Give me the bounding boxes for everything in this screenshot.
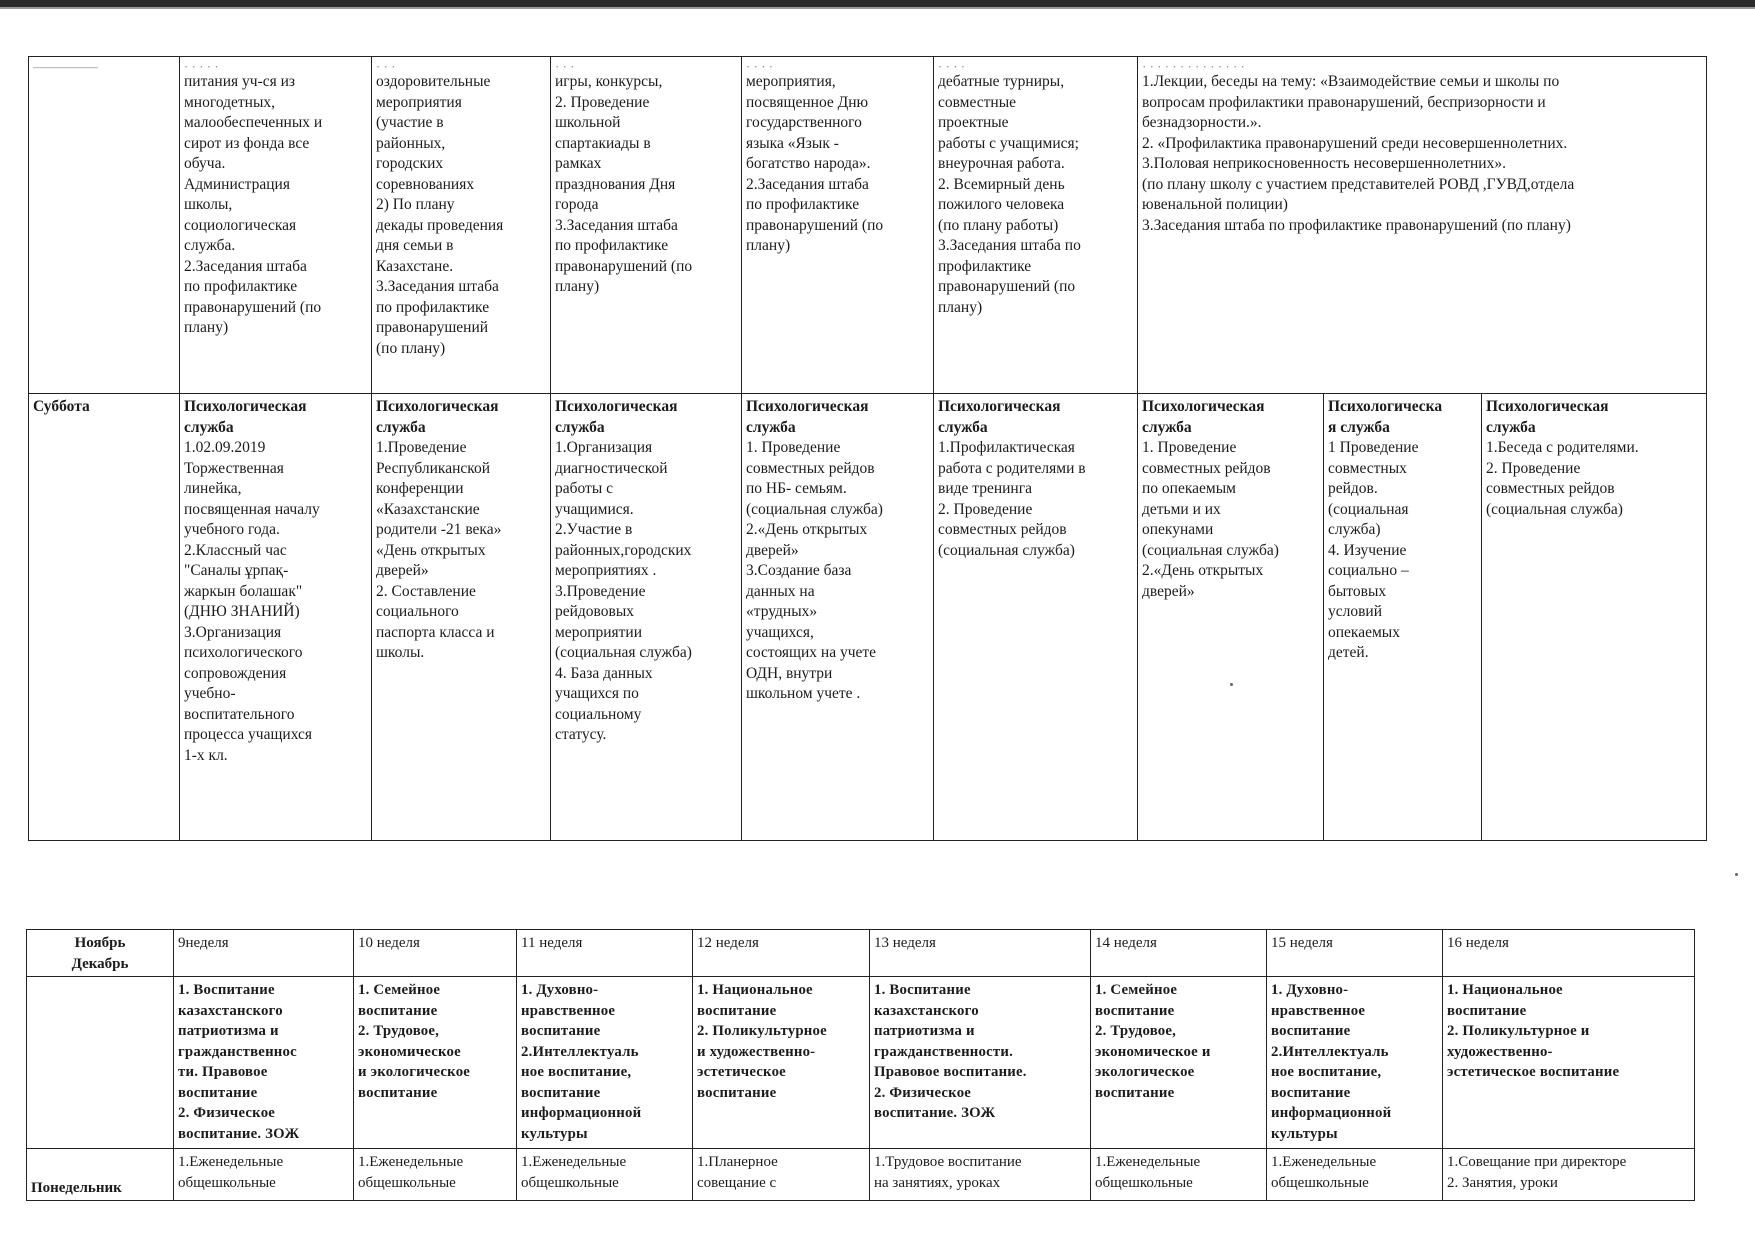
week-header: 14 неделя <box>1091 930 1267 977</box>
theme-cell: 1. Духовно- нравственное воспитание 2.Интеллектуаль ное воспитание, воспитание информационной культуры <box>1267 977 1443 1149</box>
plan-cell: 1.Еженедельные общешкольные <box>1267 1149 1443 1201</box>
cut-text: · · · · <box>746 60 774 72</box>
cut-text: ————— <box>33 60 98 72</box>
week-header: 13 неделя <box>870 930 1091 977</box>
theme-cell: 1. Национальное воспитание 2. Поликультурное и художественно- эстетическое воспитание <box>1443 977 1695 1149</box>
cell-title: Психологическая служба <box>938 398 1061 436</box>
plan-cell <box>180 394 372 841</box>
table-row-saturday <box>29 394 1707 841</box>
theme-cell: 1. Воспитание казахстанского патриотизма и гражданственности. Правовое воспитание. 2. Физическое воспитание. ЗОЖ <box>870 977 1091 1149</box>
scan-speck <box>1230 683 1233 686</box>
plan-cell <box>551 57 742 394</box>
cut-text: · · · <box>376 60 396 72</box>
day-label-monday: Понедельник <box>27 1149 174 1201</box>
cell-text: 1. Проведение совместных рейдов по опекаемым детьми и их опекунами (социальная служба) 2.«День открытых дверей» <box>1142 439 1279 600</box>
plan-cell: 1.Еженедельные общешкольные <box>517 1149 693 1201</box>
plan-cell <box>372 57 551 394</box>
cell-text: оздоровительные мероприятия (участие в районных, городских соревнованиях 2) По плану декады проведения дня семьи в Казахстане. 3.Заседания штаба по профилактике правонарушений (по плану) <box>376 73 504 357</box>
scan-speck <box>1735 873 1738 876</box>
schedule-table-lower <box>26 929 1695 1201</box>
plan-cell <box>551 394 742 841</box>
cell-title: Психологическа я служба <box>1328 398 1443 436</box>
cell-text: 1. Проведение совместных рейдов по НБ- семьям. (социальная служба) 2.«День открытых дверей» 3.Создание база данных на «трудных» учащихся, состоящих на учете ОДН, внутри школьном учете . <box>746 439 883 702</box>
cell-text: мероприятия, посвященное Дню государственного языка «Язык - богатство народа». 2.Заседания штаба по профилактике правонарушений (по плану) <box>746 73 884 254</box>
cell-title: Психологическая служба <box>746 398 869 436</box>
themes-row-label <box>27 977 174 1149</box>
plan-cell <box>1324 394 1482 841</box>
cell-text: 1.Лекции, беседы на тему: «Взаимодействие семьи и школы по вопросам профилактики правонарушений, беспризорности и безнадзорности.». 2. «Профилактика правонарушений среди несовершеннолетних. 3.Половая неприкосновенность несовершеннолетних». (по плану школу с участием представителей РОВД ,ГУВД,отдела ювенальной полиции) 3.Заседания штаба по профилактике правонарушений (по плану) <box>1142 73 1575 234</box>
cell-title: Психологическая служба <box>376 398 499 436</box>
cell-text: игры, конкурсы, 2. Проведение школьной спартакиады в рамках празднования Дня города 3.Заседания штаба по профилактике правонарушений (по плану) <box>555 73 693 295</box>
themes-row <box>27 977 1695 1149</box>
week-header: 15 неделя <box>1267 930 1443 977</box>
plan-cell <box>934 57 1138 394</box>
plan-cell <box>372 394 551 841</box>
plan-cell: 1.Еженедельные общешкольные <box>174 1149 354 1201</box>
plan-cell: 1.Еженедельные общешкольные <box>1091 1149 1267 1201</box>
plan-cell: 1.Еженедельные общешкольные <box>354 1149 517 1201</box>
plan-cell <box>1482 394 1707 841</box>
plan-cell: 1.Трудовое воспитание на занятиях, уроках <box>870 1149 1091 1201</box>
plan-cell <box>742 57 934 394</box>
plan-cell <box>742 394 934 841</box>
plan-cell <box>180 57 372 394</box>
table-row-continued <box>29 57 1707 394</box>
week-header: 16 неделя <box>1443 930 1695 977</box>
week-header: 11 неделя <box>517 930 693 977</box>
cell-text: 1.02.09.2019 Торжественная линейка, посвященная началу учебного года. 2.Классный час "Саналы ұрпақ- жаркын болашак" (ДНЮ ЗНАНИЙ) 3.Организация психологического сопровождения учебно- воспитательного процесса учащихся 1-х кл. <box>184 439 320 764</box>
cell-text: дебатные турниры, совместные проектные работы с учащимися; внеурочная работа. 2. Всемирный день пожилого человека (по плану работы) 3.Заседания штаба по профилактике правонарушений (по плану) <box>938 73 1081 316</box>
cell-title: Психологическая служба <box>1142 398 1265 436</box>
week-header: 10 неделя <box>354 930 517 977</box>
plan-cell: 1.Совещание при директоре 2. Занятия, уроки <box>1443 1149 1695 1201</box>
week-header: 9неделя <box>174 930 354 977</box>
plan-cell <box>1138 394 1324 841</box>
plan-cell: 1.Планерное совещание с <box>693 1149 870 1201</box>
cell-title: Психологическая служба <box>1486 398 1609 436</box>
table-header-row <box>27 930 1695 977</box>
cell-text: 1.Организация диагностической работы с учащимися. 2.Участие в районных,городских мероприятиях . 3.Проведение рейдововых мероприятии (социальная служба) 4. База данных учащихся по социальному статусу. <box>555 439 692 743</box>
cell-text: 1 Проведение совместных рейдов. (социальная служба) 4. Изучение социально – бытовых условий опекаемых детей. <box>1328 439 1419 661</box>
day-label-saturday: Суббота <box>29 394 180 841</box>
months-label: Ноябрь Декабрь <box>27 930 174 977</box>
theme-cell: 1. Семейное воспитание 2. Трудовое, экономическое и экологическое воспитание <box>1091 977 1267 1149</box>
cell-title: Психологическая служба <box>184 398 307 436</box>
week-header: 12 неделя <box>693 930 870 977</box>
cut-text: · · · · <box>938 60 966 72</box>
scan-edge-top <box>0 0 1755 7</box>
cut-text: · · · · · <box>184 60 219 72</box>
day-cell-previous <box>29 57 180 394</box>
theme-cell: 1. Духовно- нравственное воспитание 2.Интеллектуаль ное воспитание, воспитание информационной культуры <box>517 977 693 1149</box>
cell-text: 1.Проведение Республиканской конференции «Казахстанские родители -21 века» «День открытых дверей» 2. Составление социального паспорта класса и школы. <box>376 439 502 661</box>
theme-cell: 1. Семейное воспитание 2. Трудовое, экономическое и экологическое воспитание <box>354 977 517 1149</box>
table-row-monday <box>27 1149 1695 1201</box>
cut-text: · · · <box>555 60 575 72</box>
theme-cell: 1. Национальное воспитание 2. Поликультурное и художественно- эстетическое воспитание <box>693 977 870 1149</box>
plan-cell-wide <box>1138 57 1707 394</box>
cut-text: · · · · · · · · · · · · · · <box>1142 60 1245 72</box>
cell-text: 1.Беседа с родителями. 2. Проведение совместных рейдов (социальная служба) <box>1486 439 1639 518</box>
scan-edge-shadow <box>0 7 1755 9</box>
plan-cell <box>934 394 1138 841</box>
cell-text: 1.Профилактическая работа с родителями в виде тренинга 2. Проведение совместных рейдов (социальная служба) <box>938 439 1086 559</box>
theme-cell: 1. Воспитание казахстанского патриотизма и гражданственнос ти. Правовое воспитание 2. Физическое воспитание. ЗОЖ <box>174 977 354 1149</box>
cell-title: Психологическая служба <box>555 398 678 436</box>
cell-text: питания уч-ся из многодетных, малообеспеченных и сирот из фонда все обуча. Администрация школы, социологическая служба. 2.Заседания штаба по профилактике правонарушений (по плану) <box>184 73 323 336</box>
schedule-table-upper <box>28 56 1707 841</box>
